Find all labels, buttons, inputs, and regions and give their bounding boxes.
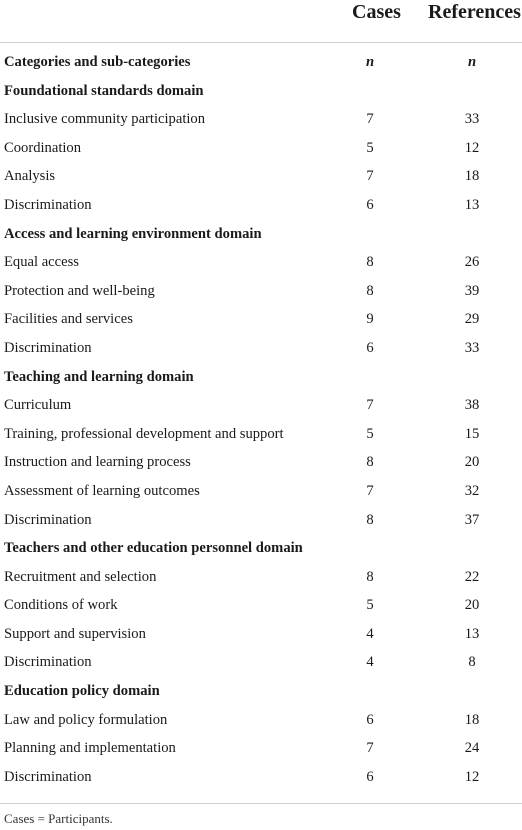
table-row xyxy=(0,134,522,163)
references-cell: 33 xyxy=(464,111,480,128)
row-label: Discrimination xyxy=(4,654,92,671)
table-row xyxy=(0,162,522,191)
cases-cell: 7 xyxy=(366,168,374,185)
table-row xyxy=(0,305,522,334)
cases-cell: 8 xyxy=(366,254,374,271)
references-cell: 38 xyxy=(464,397,480,414)
row-label: Coordination xyxy=(4,139,82,156)
cases-cell: 7 xyxy=(366,482,374,499)
cases-cell: 6 xyxy=(366,768,374,785)
table-header xyxy=(0,0,522,46)
cases-cell: 7 xyxy=(366,740,374,757)
domain-row xyxy=(0,534,522,563)
row-label: Training, professional development and support xyxy=(4,425,284,442)
table-row xyxy=(0,277,522,306)
row-label: Access and learning environment domain xyxy=(4,225,262,242)
table-row xyxy=(0,105,522,134)
cases-cell: 8 xyxy=(366,568,374,585)
row-label: Curriculum xyxy=(4,397,72,414)
table-row xyxy=(0,591,522,620)
references-cell: 12 xyxy=(464,139,480,156)
table-row xyxy=(0,763,522,792)
table-row xyxy=(0,420,522,449)
cases-cell: 5 xyxy=(366,139,374,156)
table-row xyxy=(0,448,522,477)
row-label: Recruitment and selection xyxy=(4,568,157,585)
table-row xyxy=(0,477,522,506)
row-label: Analysis xyxy=(4,168,56,185)
cases-cell: 5 xyxy=(366,425,374,442)
row-label: Categories and sub-categories xyxy=(4,54,191,70)
references-cell: n xyxy=(467,54,477,70)
row-label: Facilities and services xyxy=(4,311,133,328)
table-row xyxy=(0,506,522,535)
row-label: Conditions of work xyxy=(4,597,118,614)
domain-row xyxy=(0,677,522,706)
row-label: Discrimination xyxy=(4,768,92,785)
table-footnote: Cases = Participants. xyxy=(4,811,113,826)
footer-divider xyxy=(0,803,522,804)
column-header-references: References xyxy=(428,1,521,23)
row-label: Assessment of learning outcomes xyxy=(4,482,200,499)
references-cell: 29 xyxy=(464,311,480,328)
row-label: Planning and implementation xyxy=(4,740,176,757)
references-cell: 22 xyxy=(464,568,480,585)
row-label: Foundational standards domain xyxy=(4,82,204,99)
references-cell: 18 xyxy=(464,168,480,185)
references-cell: 20 xyxy=(464,597,480,614)
cases-cell: 8 xyxy=(366,511,374,528)
references-cell: 13 xyxy=(464,196,480,213)
table-row xyxy=(0,563,522,592)
row-label: Education policy domain xyxy=(4,683,160,700)
cases-cell: 7 xyxy=(366,397,374,414)
column-header-cases: Cases xyxy=(352,1,401,23)
header-divider xyxy=(0,42,522,43)
references-cell: 8 xyxy=(468,654,476,671)
domain-row xyxy=(0,220,522,249)
row-label: Support and supervision xyxy=(4,625,146,642)
table-row xyxy=(0,706,522,735)
table-row xyxy=(0,620,522,649)
cases-cell: 8 xyxy=(366,282,374,299)
row-label: Law and policy formulation xyxy=(4,711,168,728)
references-cell: 18 xyxy=(464,711,480,728)
cases-cell: 5 xyxy=(366,597,374,614)
cases-cell: 4 xyxy=(366,625,374,642)
references-cell: 37 xyxy=(464,511,480,528)
row-label: Teachers and other education personnel domain xyxy=(4,540,303,557)
cases-cell: 6 xyxy=(366,711,374,728)
references-cell: 12 xyxy=(464,768,480,785)
row-label: Equal access xyxy=(4,254,79,271)
cases-cell: 7 xyxy=(366,111,374,128)
domain-row xyxy=(0,363,522,392)
row-label: Teaching and learning domain xyxy=(4,368,194,385)
table-row xyxy=(0,248,522,277)
table-row xyxy=(0,191,522,220)
row-label: Discrimination xyxy=(4,339,92,356)
row-label: Protection and well-being xyxy=(4,282,155,299)
table-body xyxy=(0,48,522,791)
row-label: Discrimination xyxy=(4,511,92,528)
references-cell: 13 xyxy=(464,625,480,642)
cases-cell: 9 xyxy=(366,311,374,328)
cases-cell: n xyxy=(365,54,375,70)
references-cell: 26 xyxy=(464,254,480,271)
subheader-row xyxy=(0,48,522,77)
cases-cell: 4 xyxy=(366,654,374,671)
references-cell: 33 xyxy=(464,339,480,356)
references-cell: 20 xyxy=(464,454,480,471)
row-label: Instruction and learning process xyxy=(4,454,191,471)
references-cell: 39 xyxy=(464,282,480,299)
references-cell: 24 xyxy=(464,740,480,757)
references-cell: 15 xyxy=(464,425,480,442)
references-cell: 32 xyxy=(464,482,480,499)
table-row xyxy=(0,334,522,363)
table-row xyxy=(0,734,522,763)
table-row xyxy=(0,391,522,420)
row-label: Inclusive community participation xyxy=(4,111,206,128)
cases-cell: 6 xyxy=(366,196,374,213)
cases-cell: 6 xyxy=(366,339,374,356)
domain-row xyxy=(0,77,522,106)
row-label: Discrimination xyxy=(4,196,92,213)
cases-cell: 8 xyxy=(366,454,374,471)
table-row xyxy=(0,648,522,677)
